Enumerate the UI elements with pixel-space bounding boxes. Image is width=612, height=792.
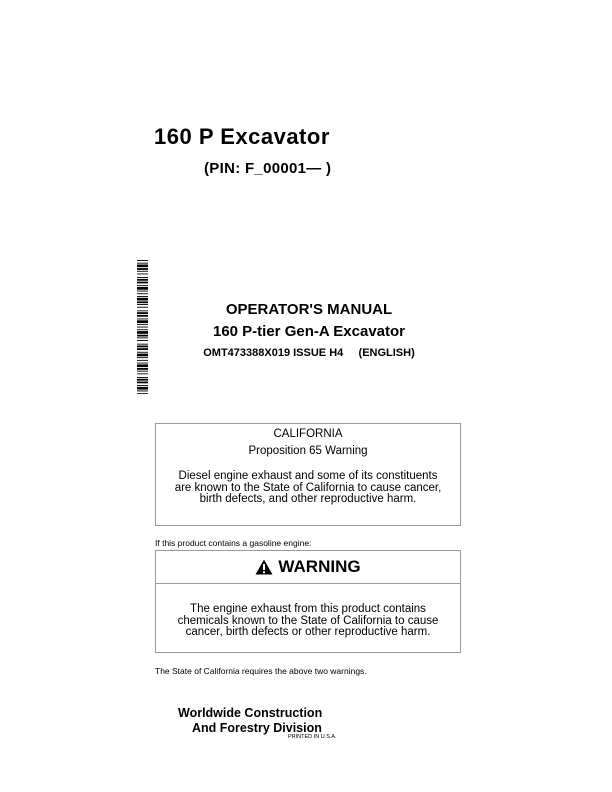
printed-in-usa: PRINTED IN U.S.A. [288,734,337,740]
manual-heading: OPERATOR'S MANUAL [225,301,393,318]
manual-issue: OMT473388X019 ISSUE H4 (ENGLISH) [203,347,415,359]
prop65-state: CALIFORNIA [273,428,343,440]
prop65-line: Diesel engine exhaust and some of its constituents [178,470,438,482]
gasoline-note: If this product contains a gasoline engine: [155,538,312,548]
prop65-line: birth defects, and other reproductive harm. [199,493,417,505]
warning-label: WARNING [278,557,361,576]
warning-triangle-icon [255,559,273,575]
manual-model: 160 P-tier Gen-A Excavator [212,323,406,340]
prop65-body [156,471,460,506]
prop65-subtitle: Proposition 65 Warning [248,444,368,457]
prop65-line: are known to the State of California to cause cancer, [174,481,442,494]
pin-range: (PIN: F_00001— ) [204,160,332,177]
warning-body [156,604,460,639]
state-requirement-note: The State of California requires the above two warnings. [155,666,367,676]
division-name-line2: And Forestry Division [192,721,322,735]
warning-line: chemicals known to the State of California to cause [177,614,439,627]
warning-line: The engine exhaust from this product contains [190,603,426,615]
prop65-warning-box [155,423,461,526]
division-name-line1: Worldwide Construction [178,706,323,720]
gasoline-warning-box [155,550,461,653]
warning-line: cancer, birth defects or other reproductive harm. [185,626,431,638]
document-title: 160 P Excavator [154,124,330,149]
warning-header [156,551,460,584]
barcode-icon [137,260,148,394]
